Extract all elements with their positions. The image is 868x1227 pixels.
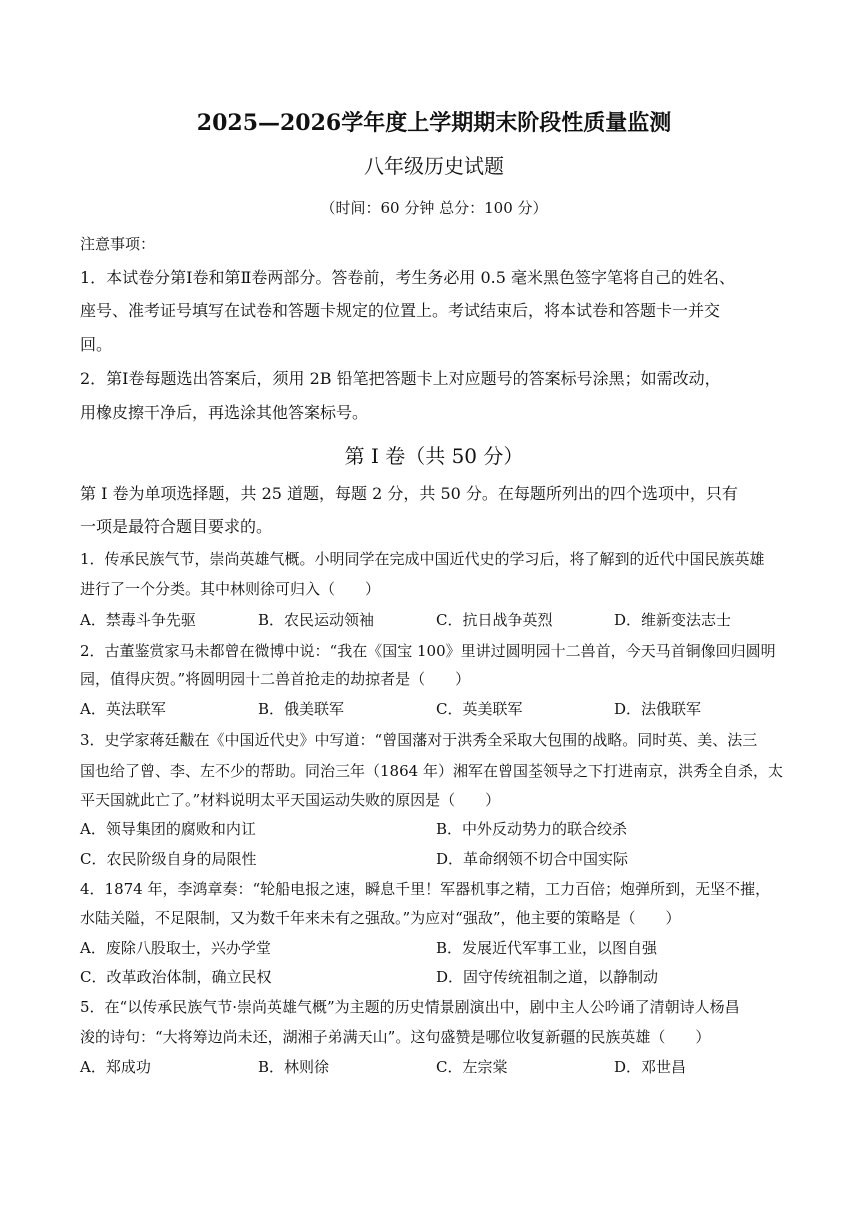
- question-3-option-b: B．中外反动势力的联合绞杀: [436, 820, 628, 838]
- notes-heading: 注意事项：: [80, 235, 156, 253]
- question-4-option-b: B．发展近代军事工业，以图自强: [436, 939, 658, 957]
- exam-subtitle: 八年级历史试题: [364, 154, 504, 178]
- question-1-option-a: A．禁毒斗争先驱: [80, 611, 196, 629]
- question-1-option-b: B．农民运动领袖: [258, 611, 375, 629]
- question-1-option-d: D．维新变法志士: [614, 611, 732, 629]
- question-5-line-1: 5．在“以传承民族气节·崇尚英雄气概”为主题的历史情景剧演出中，剧中主人公吟诵了清朝诗人杨昌: [80, 998, 740, 1016]
- question-5-option-b: B．林则徐: [258, 1058, 330, 1076]
- question-4-line-1: 4．1874 年，李鸿章奏：“轮船电报之速，瞬息千里！军器机事之精，工力百倍；炮弹所到，无坚不摧，: [80, 880, 771, 898]
- question-1-line-2: 进行了一个分类。其中林则徐可归入（ ）: [80, 580, 381, 598]
- note-1-line-1: 1．本试卷分第Ⅰ卷和第Ⅱ卷两部分。答卷前，考生务必用 0.5 毫米黑色签字笔将自己的姓名、: [80, 268, 735, 287]
- question-2-option-d: D．法俄联军: [614, 700, 702, 718]
- question-3-line-1: 3．史学家蒋廷黻在《中国近代史》中写道：“曾国藩对于洪秀全采取大包围的战略。同时英、美、法三: [80, 731, 758, 749]
- question-3-option-d: D．革命纲领不切合中国实际: [436, 850, 629, 868]
- exam-title: 2025—2026学年度上学期期末阶段性质量监测: [196, 110, 672, 136]
- question-5-option-d: D．邓世昌: [614, 1058, 687, 1076]
- section-intro-line-1: 第 I 卷为单项选择题，共 25 道题，每题 2 分，共 50 分。在每题所列出的四个选项中，只有: [80, 484, 738, 503]
- question-5-option-a: A．郑成功: [80, 1058, 151, 1076]
- question-3-option-a: A．领导集团的腐败和内讧: [80, 820, 256, 838]
- question-3-line-2: 国也给了曾、李、左不少的帮助。同治三年（1864 年）湘军在曾国荃领导之下打进南京，洪秀全自杀，太: [80, 762, 783, 780]
- question-4-option-c: C．改革政治体制，确立民权: [80, 968, 272, 986]
- note-2-line-2: 用橡皮擦干净后，再选涂其他答案标号。: [80, 403, 369, 422]
- note-1-line-3: 回。: [80, 335, 113, 354]
- question-2-option-a: A．英法联军: [80, 700, 166, 718]
- question-2-line-2: 园，值得庆贺。”将圆明园十二兽首抢走的劫掠者是（ ）: [80, 670, 471, 688]
- question-2-line-1: 2．古董鉴赏家马未都曾在微博中说：“我在《国宝 100》里讲过圆明园十二兽首，今天马首铜像回归圆明: [80, 642, 776, 660]
- question-2-option-c: C．英美联军: [436, 700, 523, 718]
- question-5-option-c: C．左宗棠: [436, 1058, 508, 1076]
- question-1-line-1: 1．传承民族气节，崇尚英雄气概。小明同学在完成中国近代史的学习后，将了解到的近代中国民族英雄: [80, 550, 765, 568]
- question-2-option-b: B．俄美联军: [258, 700, 345, 718]
- exam-time-info: （时间：60 分钟 总分：100 分）: [320, 199, 548, 217]
- section-intro-line-2: 一项是最符合题目要求的。: [80, 517, 273, 536]
- section-title: 第 I 卷（共 50 分）: [344, 444, 524, 468]
- question-4-option-d: D．固守传统祖制之道，以静制动: [436, 968, 659, 986]
- question-3-line-3: 平天国就此亡了。”材料说明太平天国运动失败的原因是（ ）: [80, 791, 501, 809]
- question-1-option-c: C．抗日战争英烈: [436, 611, 553, 629]
- question-5-line-2: 浚的诗句：“大将筹边尚未还，湖湘子弟满天山”。这句盛赞是哪位收复新疆的民族英雄（ ）: [80, 1028, 711, 1046]
- question-4-line-2: 水陆关隘，不足限制，又为数千年来未有之强敌。”为应对“强敌”，他主要的策略是（ ）: [80, 909, 681, 927]
- question-4-option-a: A．废除八股取士，兴办学堂: [80, 939, 271, 957]
- note-1-line-2: 座号、准考证号填写在试卷和答题卡规定的位置上。考试结束后，将本试卷和答题卡一并交: [80, 301, 721, 320]
- note-2-line-1: 2．第Ⅰ卷每题选出答案后，须用 2B 铅笔把答题卡上对应题号的答案标号涂黑；如需改动，: [80, 369, 721, 388]
- question-3-option-c: C．农民阶级自身的局限性: [80, 850, 257, 868]
